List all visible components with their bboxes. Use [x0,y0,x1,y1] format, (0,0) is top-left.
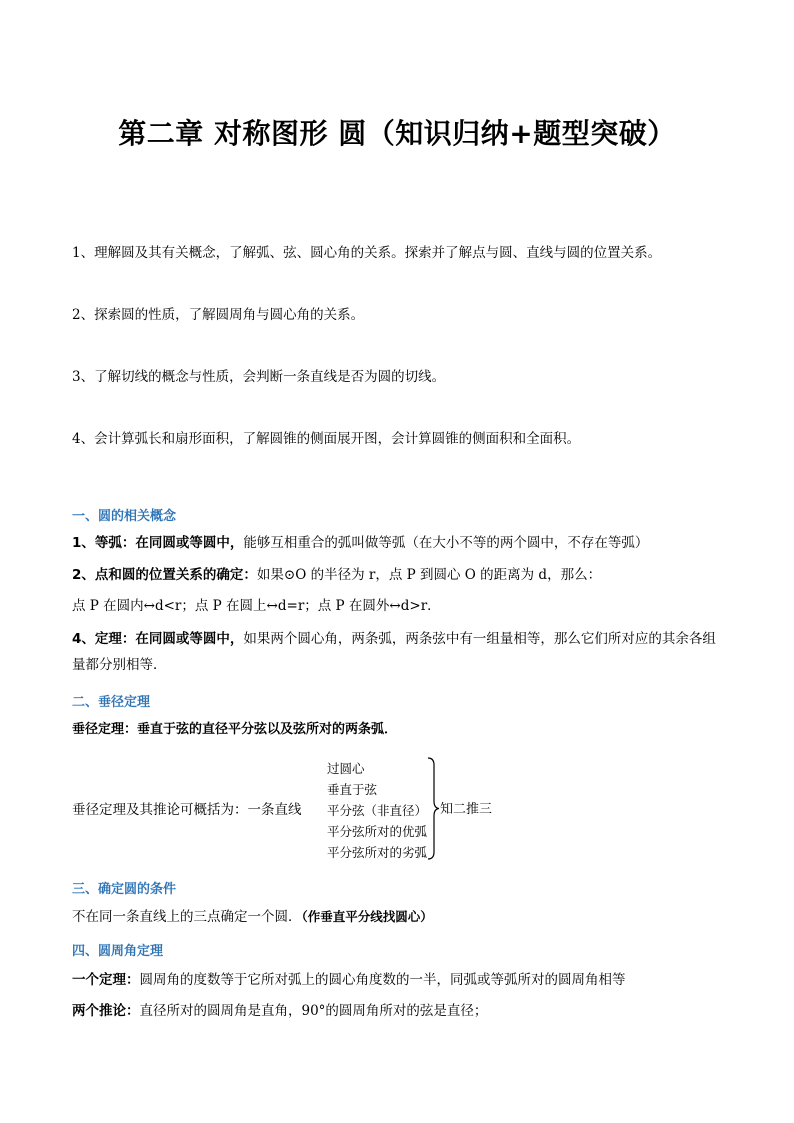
condition-item: 平分弦所对的劣弧 [327,845,428,860]
inscribed-angle-theorem-text: 圆周角的度数等于它所对弧上的圆心角度数的一半，同弧或等弧所对的圆周角相等 [139,972,626,988]
item-point-circle-text: 如果⊙O 的半径为 r，点 P 到圆心 O 的距离为 d，那么： [256,567,602,583]
item-equal-arc-label: 1、等弧：在同圆或等圆中， [72,535,244,551]
goal-4: 4、会计算弧长和扇形面积，了解圆锥的侧面展开图，会计算圆锥的侧面积和全面积。 [72,431,581,447]
inscribed-angle-corollaries-label: 两个推论： [72,1003,140,1019]
item-point-circle-label: 2、点和圆的位置关系的确定： [72,567,257,583]
page-title: 第二章 对称图形 圆（知识归纳+题型突破） [118,117,676,150]
section-heading-inscribed-angle: 四、圆周角定理 [72,944,164,959]
item-theorem-text: 如果两个圆心角，两条弧，两条弦中有一组量相等，那么它们所对应的其余各组量都分别相等． [72,631,716,673]
perpendicular-intro: 垂径定理及其推论可概括为：一条直线 [72,802,302,818]
condition-list [327,758,427,863]
inscribed-angle-theorem [72,970,626,990]
condition-item: 过圆心 [327,761,365,776]
condition-item: 垂直于弦 [327,782,378,797]
determine-circle-main: 不在同一条直线上的三点确定一个圆． [72,909,302,925]
goal-3: 3、了解切线的概念与性质，会判断一条直线是否为圆的切线。 [72,369,446,385]
item-equal-arc [72,533,648,553]
item-equal-arc-text: 能够互相重合的弧叫做等弧（在大小不等的两个圆中，不存在等弧） [243,535,649,551]
inscribed-angle-theorem-label: 一个定理： [72,972,140,988]
goal-1: 1、理解圆及其有关概念，了解弧、弦、圆心角的关系。探索并了解点与圆、直线与圆的位置关系。 [72,245,662,261]
perpendicular-theorem: 垂径定理：垂直于弦的直径平分弦以及弦所对的两条弧． [72,722,398,737]
item-theorem [72,626,722,678]
item-theorem-label: 4、定理：在同圆或等圆中， [72,631,244,647]
item-point-circle-cases: 点 P 在圆内↔d<r；点 P 在圆上↔d=r；点 P 在圆外↔d>r． [72,598,441,614]
condition-item: 平分弦所对的优弧 [327,824,428,839]
section-heading-perpendicular: 二、垂径定理 [72,695,151,710]
goal-2: 2、探索圆的性质，了解圆周角与圆心角的关系。 [72,307,365,323]
item-point-circle [72,565,601,585]
inscribed-angle-corollaries-text: 直径所对的圆周角是直角，90°的圆周角所对的弦是直径； [139,1003,488,1019]
section-heading-determine-circle: 三、确定圆的条件 [72,882,177,897]
right-brace-icon [426,757,440,860]
determine-circle-text [72,907,433,927]
inscribed-angle-corollaries [72,1001,487,1021]
section-heading-concepts: 一、圆的相关概念 [72,509,177,524]
determine-circle-note: （作垂直平分线找圆心） [301,909,433,924]
condition-item: 平分弦（非直径） [327,803,428,818]
brace-label: 知二推三 [440,802,493,817]
